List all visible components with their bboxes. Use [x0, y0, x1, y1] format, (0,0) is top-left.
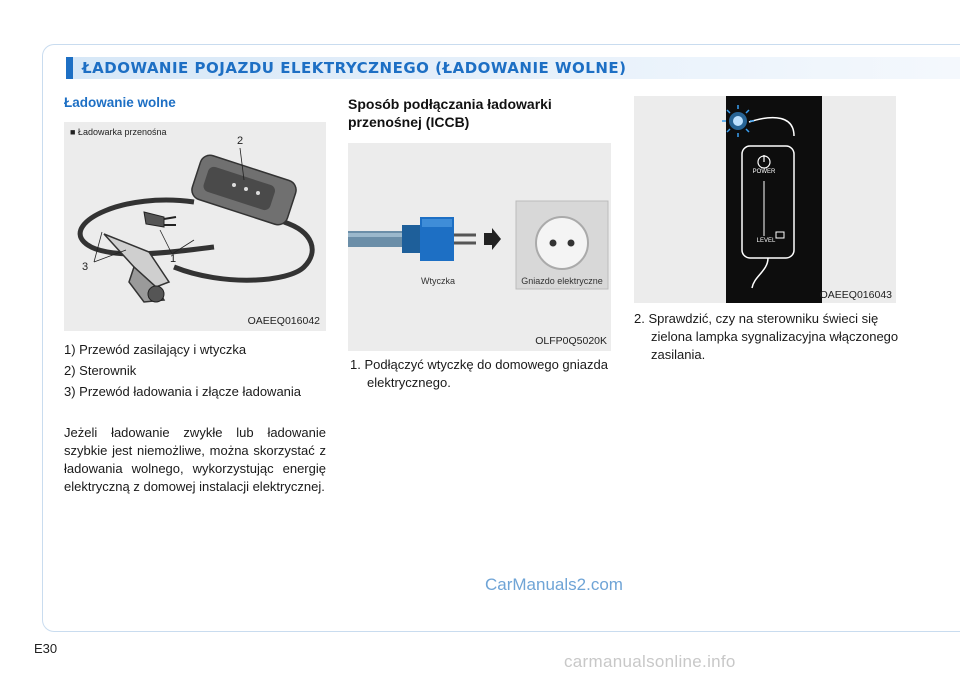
figure-legend: ■ Ładowarka przenośna	[70, 127, 167, 137]
list-item: 3) Przewód ładowania i złącze ładowania	[64, 384, 302, 399]
paragraph-slow-charging: Jeżeli ładowanie zwykłe lub ładowanie szybkie jest niemożliwe, można skorzystać z ładowania wolnego, wykorzystując energię elektryczną z domowej instalacji elektrycznej.	[64, 425, 326, 494]
callout-2: 2	[237, 135, 244, 147]
heading-connect-line1: Sposób podłączania ładowarki	[348, 96, 552, 112]
figure-controller-led	[634, 96, 896, 303]
callout-3: 3	[82, 261, 89, 273]
plug-caption: Wtyczka	[420, 276, 455, 286]
power-label: POWER	[752, 169, 776, 175]
watermark-bottom: carmanualsonline.info	[564, 652, 736, 671]
section-banner	[66, 57, 960, 79]
figure-code: OLFP0Q5020K	[535, 335, 607, 347]
controller-illustration	[634, 96, 896, 303]
callout-1: 1	[170, 253, 177, 265]
watermark: CarManuals2.com	[485, 575, 623, 594]
portable-charger-illustration	[64, 122, 326, 331]
figure-plug-socket	[348, 143, 611, 351]
figure-code: OAEEQ016042	[247, 315, 320, 327]
heading-connect-line2: przenośnej (ICCB)	[348, 114, 470, 130]
page-number: E30	[34, 641, 58, 656]
step-2: 2. Sprawdzić, czy na sterowniku świeci się zielona lampka sygnalizacyjna włączonego zasilania.	[634, 311, 899, 362]
figure-code: OAEEQ016043	[819, 289, 892, 301]
banner-accent-bar	[66, 57, 73, 79]
list-item: 1) Przewód zasilający i wtyczka	[64, 342, 247, 357]
section-title: ŁADOWANIE POJAZDU ELEKTRYCZNEGO (ŁADOWANIE WOLNE)	[82, 59, 627, 77]
plug-socket-illustration	[348, 143, 611, 351]
socket-caption: Gniazdo elektryczne	[521, 276, 603, 286]
figure-portable-charger	[64, 122, 326, 331]
heading-slow-charging: Ładowanie wolne	[64, 95, 176, 110]
list-item: 2) Sterownik	[64, 363, 137, 378]
step-1: 1. Podłączyć wtyczkę do domowego gniazda elektrycznego.	[350, 357, 608, 390]
level-label: LEVEL	[756, 238, 776, 244]
